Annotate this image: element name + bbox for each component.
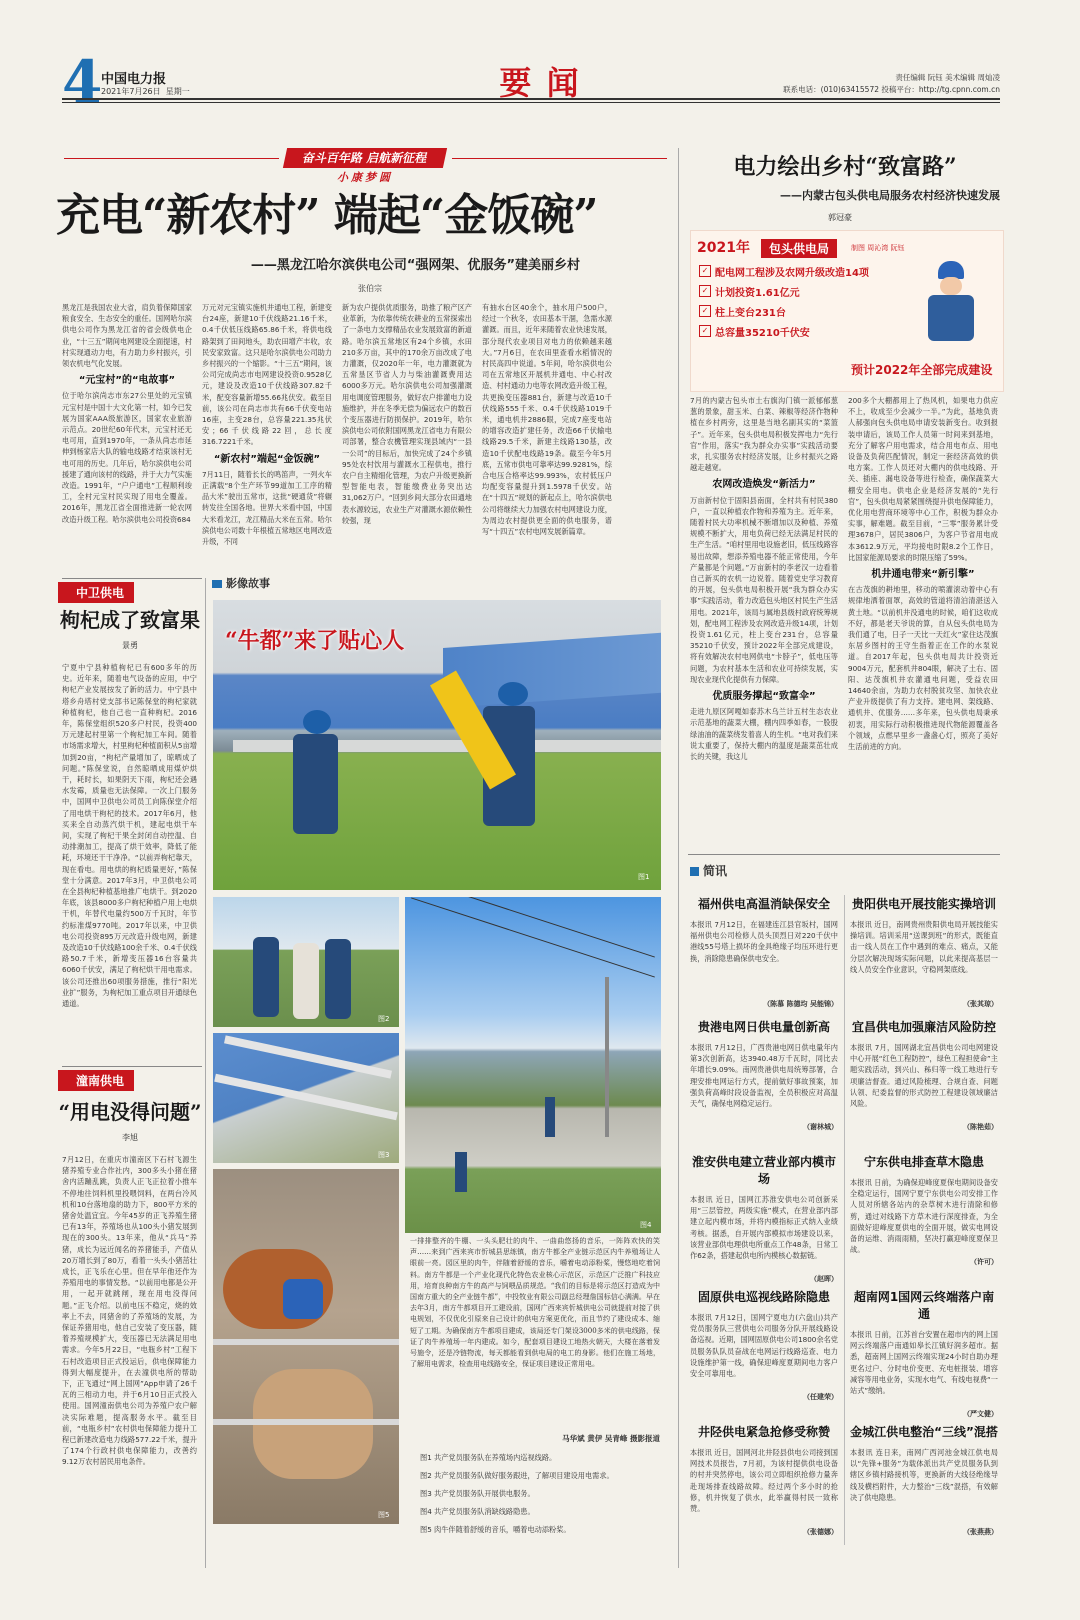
section-title: 要 闻 [499,64,581,102]
tongnan-body: 7月12日，在重庆市潼南区下石村飞源生猪养殖专业合作社内，300多头小猪在猪舍内活蹦乱跳，负责人正飞正拉着小推车不停地往饲料机里投喂饲料，在两台冷风机和10台落地扇的助力下，800平方米的猪舍处温宜宜。今年45岁的正飞养殖生猪已有13年，养殖场也从100头小猪发展到现在的300头。13年来，他从“兵马”养猪，成长为远近闻名的养猪能手，产值从20万增长到了80万，看着一头头小猪茁壮成长，正飞乐在心里。但在早年他还作为养殖用电的事情发愁。“以前用电都是公开用，一起开就跳闸，现在用电没得问题。”正飞介绍。以前电压不稳定，烧的效率上不去，同猪舍的了养殖场的发展，为保证养猪用电，他自己安装了变压器，随着养殖规模扩大，变压器已无法满足用电需求。今年5月22日，“电瓶乡村”工程下石村改造项目正式投运后，供电保障能力得到大幅度提升，在去潼供电所的帮助下，正飞通过“网上国网”App申请了26千瓦的三相动力电，并于6月10日正式投入使用。国网潼南供电公司为养殖户农户解决实际难题，提高服务水平。截至目前，“电瓶乡村”农村供电保障能力提升工程已新建改造电力线路577.22千米，提升了174个行政村供电保障能力，改善约9.12万农村居民用电条件。 [62,1155,197,1467]
right-byline: 郭冠豪 [828,213,852,222]
caption-5: 图5 肉牛伴随着舒缓的音乐，嚼着电动添粉桨。 [420,1525,571,1534]
brief-4: 宜昌供电加强廉洁风险防控 本报讯 7月，国网湖北宜昌供电公司电网建设中心开展“红色工程防控”，绿色工程担使命”主题实践活动，到兴山、秭归等一线工地进行专项廉洁督查。通过风险梳理、合规自查、问题认领、纪委监督的形式防控工程建设领域廉洁风险。 （陈艳茹） [850,1020,998,1131]
main-headline: 充电“新农村” 端起“金饭碗” [56,190,598,241]
photo-headline: “牛都”来了贴心人 [225,628,405,654]
brief-7: 固原供电巡视线路除隐患 本报讯 7月12日，国网宁夏电力(六盘山)共产党员服务队三营供电公司服务分队开展线路设备巡视。近期，国网固原供电公司1800余名党员服务队队员奋战在电网运行线路巡查、电力设施维护第一线，确保迎峰度夏期间电力客户安全可靠用电。 （任建荣） [690,1290,838,1401]
right-subhead-3: 机井通电带来“新引擎” [871,569,975,581]
brief-6: 宁东供电排查草木隐患 本报讯 日前，为确保迎峰度夏保电期间设备安全稳定运行，国网宁夏宁东供电公司安排工作人员对所辖各站内的杂草树木进行清除和修剪，通过对线路下方草木进行深度排查，为全面做好迎峰度夏供电的全面开展，做实电网设备的运维、消雨雨精，坚决打赢迎峰度夏保卫战。 （许可） [850,1155,998,1266]
brief-3: 贵港电网日供电量创新高 本报讯 7月12日，广西贵港电网日供电量年内第3次创新高，达3940.48万千瓦时，同比去年增长9.09%。南网贵港供电局统筹部署，合理安排电网运行方式，提前做好事故预案，加强负荷高峰时段设备监视，全员积极应对高温天气，确保电网稳定运行。 （谢林城） [690,1020,838,1131]
main-subheadline: ——黑龙江哈尔滨供电公司“强网架、优服务”建美丽乡村 [250,258,580,273]
paper-name: 中国电力报 [101,72,167,87]
right-col-1: 7月的内蒙古包头市土右旗沟门镇一派郁郁葱葱的景象，甜玉米、白菜、辣椒等经济作物种植在乡村两旁，这里是当地名副其实的“菜篮子”。近年来，包头供电局积极发挥电力“先行官”作用，落实“我为群众办实事”实践活动要求，扎实服务农村经济发展，让乡村振兴之路越走越宽。 农网改造焕发“新活力” 万亩新村位于固阳县南面，全村共有村民380户，一直以种植农作物和养殖为主。近年来，随着村民大功率机械不断增加以及种植、养殖规模不断扩大，用电负荷已经无法满足村民的生产生活。“咱村里用电设施老旧，低压线路容易出故障，想添养殖电器不能正常使用，今年产量都是个问题。”万亩新村的李老汉一边看着自己新买的农机一边说着。随着党史学习教育的开展，包头供电局积极开展“我为群众办实事”实践活动，着力改造包头地区村民生产生活用电。2021年，该局与属地县级村政府统筹规划，配电网工程涉及农网改造升级14项，计划投资1.61亿元，柱上变台231台，总容量35210千伏安，预计2022年全部完成建设，将有效解决农村电网供电“卡脖子”，低电压等问题，为农村基本生活和农业可持续发展，实现农业现代化提供有力保障。 优质服务撑起“致富伞” 走进九原区阿嘎如泰苏木乌兰计五村生态农业示范基地的蔬菜大棚，棚内四季如春，一股股绿油油的蔬菜绕发着喜人的生机。“电对我们来说太重要了，保持大棚内的温度是蔬菜茁壮成长的关键，我这儿 [690,396,838,762]
photo-label-3: 图3 [378,1151,390,1159]
main-col-4: 有抽水台区40余个，抽水用户500户，经过一个秋冬，农田基本干涸，急需水源灌溉。而且，近年来随着农业快速发展，部分现代农业项目对电力的依赖越来越大。”7月6日，在农田里查看水稻情况的村民高四中说道。5年间，哈尔滨供电公司在五常地区开展机井通电、中心村改造、村村通动力电等农网改造升级工程，共更换变压器881台，新建与改造10千伏线路555千米、0.4千伏线路1019千米，通电机井2886眼，完成7座变电站的增容改造扩建任务，改造66千伏输电线路29.5千米，新建主线路130基，改造10千伏配电线路19条。截至今年5月底，五常市供电可靠率达99.9281%，综合电压合格率达99.993%，农村低压户均配变容量提升到1.5978千伏安。站在“十四五”规划的新起点上，哈尔滨供电公司将继续大力加强农村电网建设力度，为周边农村提供更全面的供电服务，谱写“十四五”农村电网发展新篇章。 [482,303,612,537]
right-headline: 电力绘出乡村“致富路” [733,154,957,180]
masthead-rule [62,98,1000,100]
brief-1: 福州供电高温消缺保安全 本报讯 7月12日，在福建连江县官坂村，国网福州供电公司检修人员头顶烈日对220千伏中港线55号塔上损坏的金具绝缘子均压环进行更换，消除隐患确保供电安全。 （陈慕 陈德均 吴能锦） [690,897,838,1008]
photo-story-intro: 一排排整齐的牛棚、一头头肥壮的肉牛、一曲曲悠扬的音乐，一阵阵欢快的笑声……来到广西来宾市忻城县思练镇，南方牛都全产业链示范区内牛养殖场让人眼前一亮。园区里的肉牛，伴随着舒缓的音乐，嚼着电动添粉桨，慢悠地吃着饲料。南方牛都是一个产业化现代化特色农业核心示范区，示范区广泛推广科技应用，培育良种南方牛的高产与饲喂品质规范。“我们的目标是将示范区打造成为中国南方重大的全产业链牛都”，中投牧业有限公司副总经理詹国标信心满满。早在去年3月，南方牛都项目开工建设前，国网广西来宾忻城供电公司就提前对接了供电规划，不仅优化引原来自己设计的供电方案更优化，而且节约了建设成本、缩短了工期。为确保南方牛都项目建成，该局还专门架设3000多米的供电线路，保证了肉牛养殖场一年内建成。如今，配套项目建设工地热火朝天，大楼在落着发号施令，还是冷链物流，每天都能看到供电局的电工的身影。他们在施工场地，了解用电需求，检查用电线路安全，保证项目建设正常用电。 [410,1237,660,1369]
right-subhead-1: 农网改造焕发“新活力” [712,479,816,491]
infographic [690,230,1004,392]
photo-2 [213,897,399,1027]
right-subheadline: ——内蒙古包头供电局服务农村经济快速发展 [780,189,1000,202]
infographic-item-1: ✓ 配电网工程涉及农网升级改造14项 [699,261,899,281]
photo-credit: 马华斌 黄伊 吴青峰 摄影报道 [562,1434,660,1443]
main-col-2: 万元对元宝镇实施机井通电工程，新建变台24座，新建10千伏线路21.16千米，0.4千伏低压线路65.86千米，将供电线路架到了田间地头，助农田增产丰收，农民安家致富。这只是哈尔滨供电公司助力乡村振兴的一个缩影。“十三五”期间，该公司完成尚志市电网建设投资0.9528亿元，建设及改造10千伏线路307.82千米，配变容量新增55.66兆伏安。截至目前，该公司在尚志市共有66千伏变电站16座，主变28台，总容量221.35兆伏安；66千伏线路22回，总长度316.7221千米。 “新农村”端起“金饭碗” 7月11日，随着长长的鸣笛声，一列火车正满载“8个生产环节99道加工工序的精品大米”驶出五常市，这批“硬通货”将辗转发往全国各地。世界大米看中国，中国大米看龙江，龙江精品大米在五常。哈尔滨供电公司数十年根植五常地区电网改造升级，不同 [202,303,332,547]
infographic-item-2: ✓ 计划投资1.61亿元 [699,281,899,301]
check-icon: ✓ [699,285,711,297]
infographic-item-3: ✓ 柱上变台231台 [699,301,899,321]
main-col-1: 黑龙江是我国农业大省，肩负着保障国家粮食安全、生态安全的重任。国网哈尔滨供电公司作为黑龙江省的省会级供电企业，“十三五”期间电网建设全面提速，村村实现通动力电，有力助力乡村振兴，引领农机电气化发展。 “元宝村”的“电故事” 位于哈尔滨尚志市东27公里处的元宝镇元宝村是中国十大文化第一村，如今已发展为国家AAA级旅游区，国家农业旅游示范点。20世纪60年代末，元宝村还无电可用，直到1970年，一条从尚志市延伸到杨家店大队的输电线路才结束该村无电可用的历史。几年后，哈尔滨供电公司援建了通向该村的线路，并于大力气实施改造。1991年，“户户通电”工程顺利竣工，全村元宝村民实现了用电全覆盖。2016年，黑龙江省全面推进新一轮农网改造升级工程。哈尔滨供电公司投资684 [62,303,192,524]
brief-8: 超南网1国网云终端落户南通 本报讯 日前，江苏首台安置在超市内的网上国网云终端落户南通如皋长江镇好润多超市。据悉，超南网上国网云终端实现24小时自助办理更名过户、分时电价变更、充电桩报装、增容减容等用电业务，实现水电气、有线电视费“一站式”缴纳。 （严文健） [850,1290,998,1418]
check-icon: ✓ [699,305,711,317]
caption-1: 图1 共产党员服务队在养殖场内巡视线路。 [420,1453,557,1462]
section-tag-tongnan: 潼南供电 [58,1070,134,1091]
section-tag-zhongwei: 中卫供电 [58,582,134,603]
page-number: 4 [62,48,103,116]
campaign-banner-sub: 小康梦圆 [337,171,393,184]
editors-line: 责任编辑 阮钰 美术编辑 周灿凌 [895,73,1000,82]
caption-3: 图3 共产党员服务队开展供电服务。 [420,1489,535,1498]
tongnan-headline: “用电没得问题” [58,1100,202,1124]
infographic-footer: 预计2022年全部完成建设 [851,363,993,377]
infographic-item-4: ✓ 总容量35210千伏安 [699,321,899,341]
caption-2: 图2 共产党员服务队做好服务跟进，了解项目建设用电需求。 [420,1471,614,1480]
brief-5: 淮安供电建立营业部内模市场 本报讯 近日，国网江苏淮安供电公司创新采用“三层管控，两级实施”模式，在营业部内部建立起内模市场，并将内模指标正式纳入业绩考核。据悉，自开展内部模拟市场建设以来，该营业部供电理供电所重点工作48条，日常工作62条，搭建起供电所内模核心数据链。 （赵晖） [690,1155,838,1283]
goji-byline: 景勇 [122,641,138,650]
photo-label-5: 图5 [378,1511,390,1519]
infographic-worker [916,261,986,341]
right-col-2: 200多个大棚都用上了热风机，如果电力供应不上，收成至少会减少一半。”为此，基地负责人郝强向包头供电局申请安装新变台。收到报装申请后，该局工作人员第一时间来到基地，充分了解客户用电需求，结合用电布点、用电设备及负荷匹配情况，制定一套经济高效的供电方案。工作人员还对大棚内的供电线路、开关、插座、漏电设备等进行检查，确保蔬菜大棚安全用电。供电企业是经济发展的“先行官”，包头供电局紧紧围绕提升供电保障能力，优化用电营商环境等中心工作，积极为群众办实事，解难题。截至目前，“三零”服务累计受理3678户，居民3806户，为客户节省用电成本3612.9万元，平均接电时限8.2个工作日，比国家能源局要求的时限压缩了59%。 机井通电带来“新引擎” 在古茂旗的耕地里，移动的喷灌滚动着中心有规律地洒着面罩，高效的管道将清泊清湛送入黄土地。“以前机井没通电的时候，咱们这收成不好，都是老天爷说的算，自从包头供电局为我们通了电，日子一天比一天红火”家住达茂旗东居乡图村的王守生指着正在工作的水泵说道。自2017年起，包头供电局共计投资近9004万元，配套机井804眼，解决了土右、固阳、达茂旗机井农灌通电问题，受益农田14640余亩，为助力农村脱贫攻坚、加快农业产业升级提供了有力支持。建电网、架线路、通机井、优服务……多年来，包头供电局秉承初衷，用实际行动积极推进现代物能源覆盖各个领域，点燃早里乡一盏盏心灯，照亮了美好生活前进的方向。 [848,396,998,752]
right-subhead-2: 优质服务撑起“致富伞” [712,691,816,703]
main-subhead-1: “元宝村”的“电故事” [78,375,176,387]
infographic-org: 包头供电局 [761,239,837,258]
news-icon [690,867,699,876]
brief-2: 贵阳供电开展技能实操培训 本报讯 近日，南网贵州贵阳供电局开展技能实操培训。培训采用“送课到班”的形式，既能直击一线人员在工作中遇到的难点、痛点，又能分层次解决现场实际问题，以此来提高基层一线人员安全作业意识，守稳网架底线。 （张其琼） [850,897,998,1008]
photo-label-1: 图1 [638,873,650,881]
brief-10: 金城江供电整治“三线”混搭 本报讯 连日来，南网广西河池金城江供电局以“先锋+服务”为载体派出共产党员服务队到辖区乡镇村路接机等，更换新的大线径绝缘导线及横档附件，大力整治“三线”混搭，有效解决了供电隐患。 （张燕燕） [850,1425,998,1536]
goji-body: 宁夏中宁县种植枸杞已有600多年的历史。近年来，随着电气设备的应用，中宁枸杞产业发展按发了新的活力。中宁县中塔乡舟塔村党支部书记陈保堂的枸杞家就种植枸杞，他自己也一直种枸杞。2016年，陈保堂组织520多户村民，投资400万元建起村里第一个枸杞加工车间。随着市场需求增大，村里枸杞种植面积从5亩增加到20亩，“枸杞产量增加了，晾晒成了问题。”陈保堂说，自然晾晒成用煤炉烘干，耗时长，如果阴天下雨，枸杞还会遇水发霉，质量也无法保障。一次上门服务中，国网中卫供电公司员工向陈保堂介绍了用电烘干枸杞的技术。2017年6月，他买来全自动蒸汽烘干机，建起电烘干车间，实现了枸杞干果全封闭自动控温、自动排潮加工，提高了烘干效率，降低了能耗，环境还干干净净。“以前弄枸杞靠天，现在看电。用电烘的枸杞质量更好，”陈保堂十分满意。2017年3月，中卫供电公司在全县枸杞种植基地推广电烘干。到2020年底，该县8000多户枸杞种植户用上电烘干机，年替代电量约500万千瓦时，年节约标准煤9770吨。2017年以来，中卫供电公司投资895万元改造升级电网，新建及改造10千伏线路100余千米、0.4千伏线路50.7千米，新增变压器16台容量共6060千伏安，满足了枸杞烘干用电需求。该公司还推出60项服务措施，推行“阳光业扩”服务，为枸杞加工重点项目开通绿色通道。 [62,663,197,1009]
photo-5 [213,1169,399,1524]
brief-9: 井陉供电紧急抢修受称赞 本报讯 近日，国网河北井陉县供电公司接到国网技术员报告，7月初，为该村提供供电设备的村并突然停电，该公司立即组织抢修力量奔赴现场排查线路故障。经过两个多小时的抢修，机井恢复了供水，此举赢得村民一致称赞。 （张德娜） [690,1425,838,1536]
tongnan-byline: 李旭 [122,1133,138,1142]
issue-date: 2021年7月26日 星期一 [101,87,190,96]
photo-3 [213,1033,399,1163]
camera-icon [212,580,222,588]
check-icon: ✓ [699,265,711,277]
check-icon: ✓ [699,325,711,337]
campaign-banner: 奋斗百年路 启航新征程 [283,148,447,168]
photo-label-2: 图2 [378,1015,390,1023]
photo-captions [420,1452,660,1536]
main-byline: 张伯宗 [358,284,382,293]
briefs-label: 简讯 [690,862,727,879]
goji-headline: 枸杞成了致富果 [60,608,200,632]
photo-label-4: 图4 [640,1221,652,1229]
main-subhead-2: “新农村”端起“金饭碗” [213,453,321,465]
photo-4 [405,897,661,1233]
caption-4: 图4 共产党员服务队消缺线路隐患。 [420,1507,535,1516]
infographic-ribbon: 制图 周沁湾 阮钰 [851,244,905,252]
main-col-3: 新为农户提供优质服务，助推了粮产区产业革新，为依靠传统农耕业的五常探索出了一条电力支撑精品农业发展致富的新道路。哈尔滨五常地区有24个乡镇，水田210多万亩，其中的170余万亩改成了电力灌溉，仅2020年一年，电力灌溉就为五常垦区节省人力与柴油灌溉费用达6000多万元。哈尔滨供电公司加强灌溉用电调度管理服务，做好农户排灌电力设施维护，并在冬季无偿为偏远农户的数百个变压器进行防损保护。2019年，哈尔滨供电公司依附国网黑龙江省电力有限公司部署，整合农機管理实现县域内“一县一公司”的目标后，加快完成了24个乡镇95处农村饮用与灌溉水工程供电，推行农户自主精细化管理，为农户升级更换新型智能电表，智能缴费业务突出达31,062万户。“回到乡间大部分农田通地表水源较远，农业生产对灌溉水源依赖性较强，现 [342,303,472,525]
contact-line: 联系电话：(010)63415572 投稿平台：http://tg.cpnn.com.cn [783,85,1000,94]
infographic-year: 2021年 [697,240,750,256]
photo-section-label: 影像故事 [212,575,270,591]
